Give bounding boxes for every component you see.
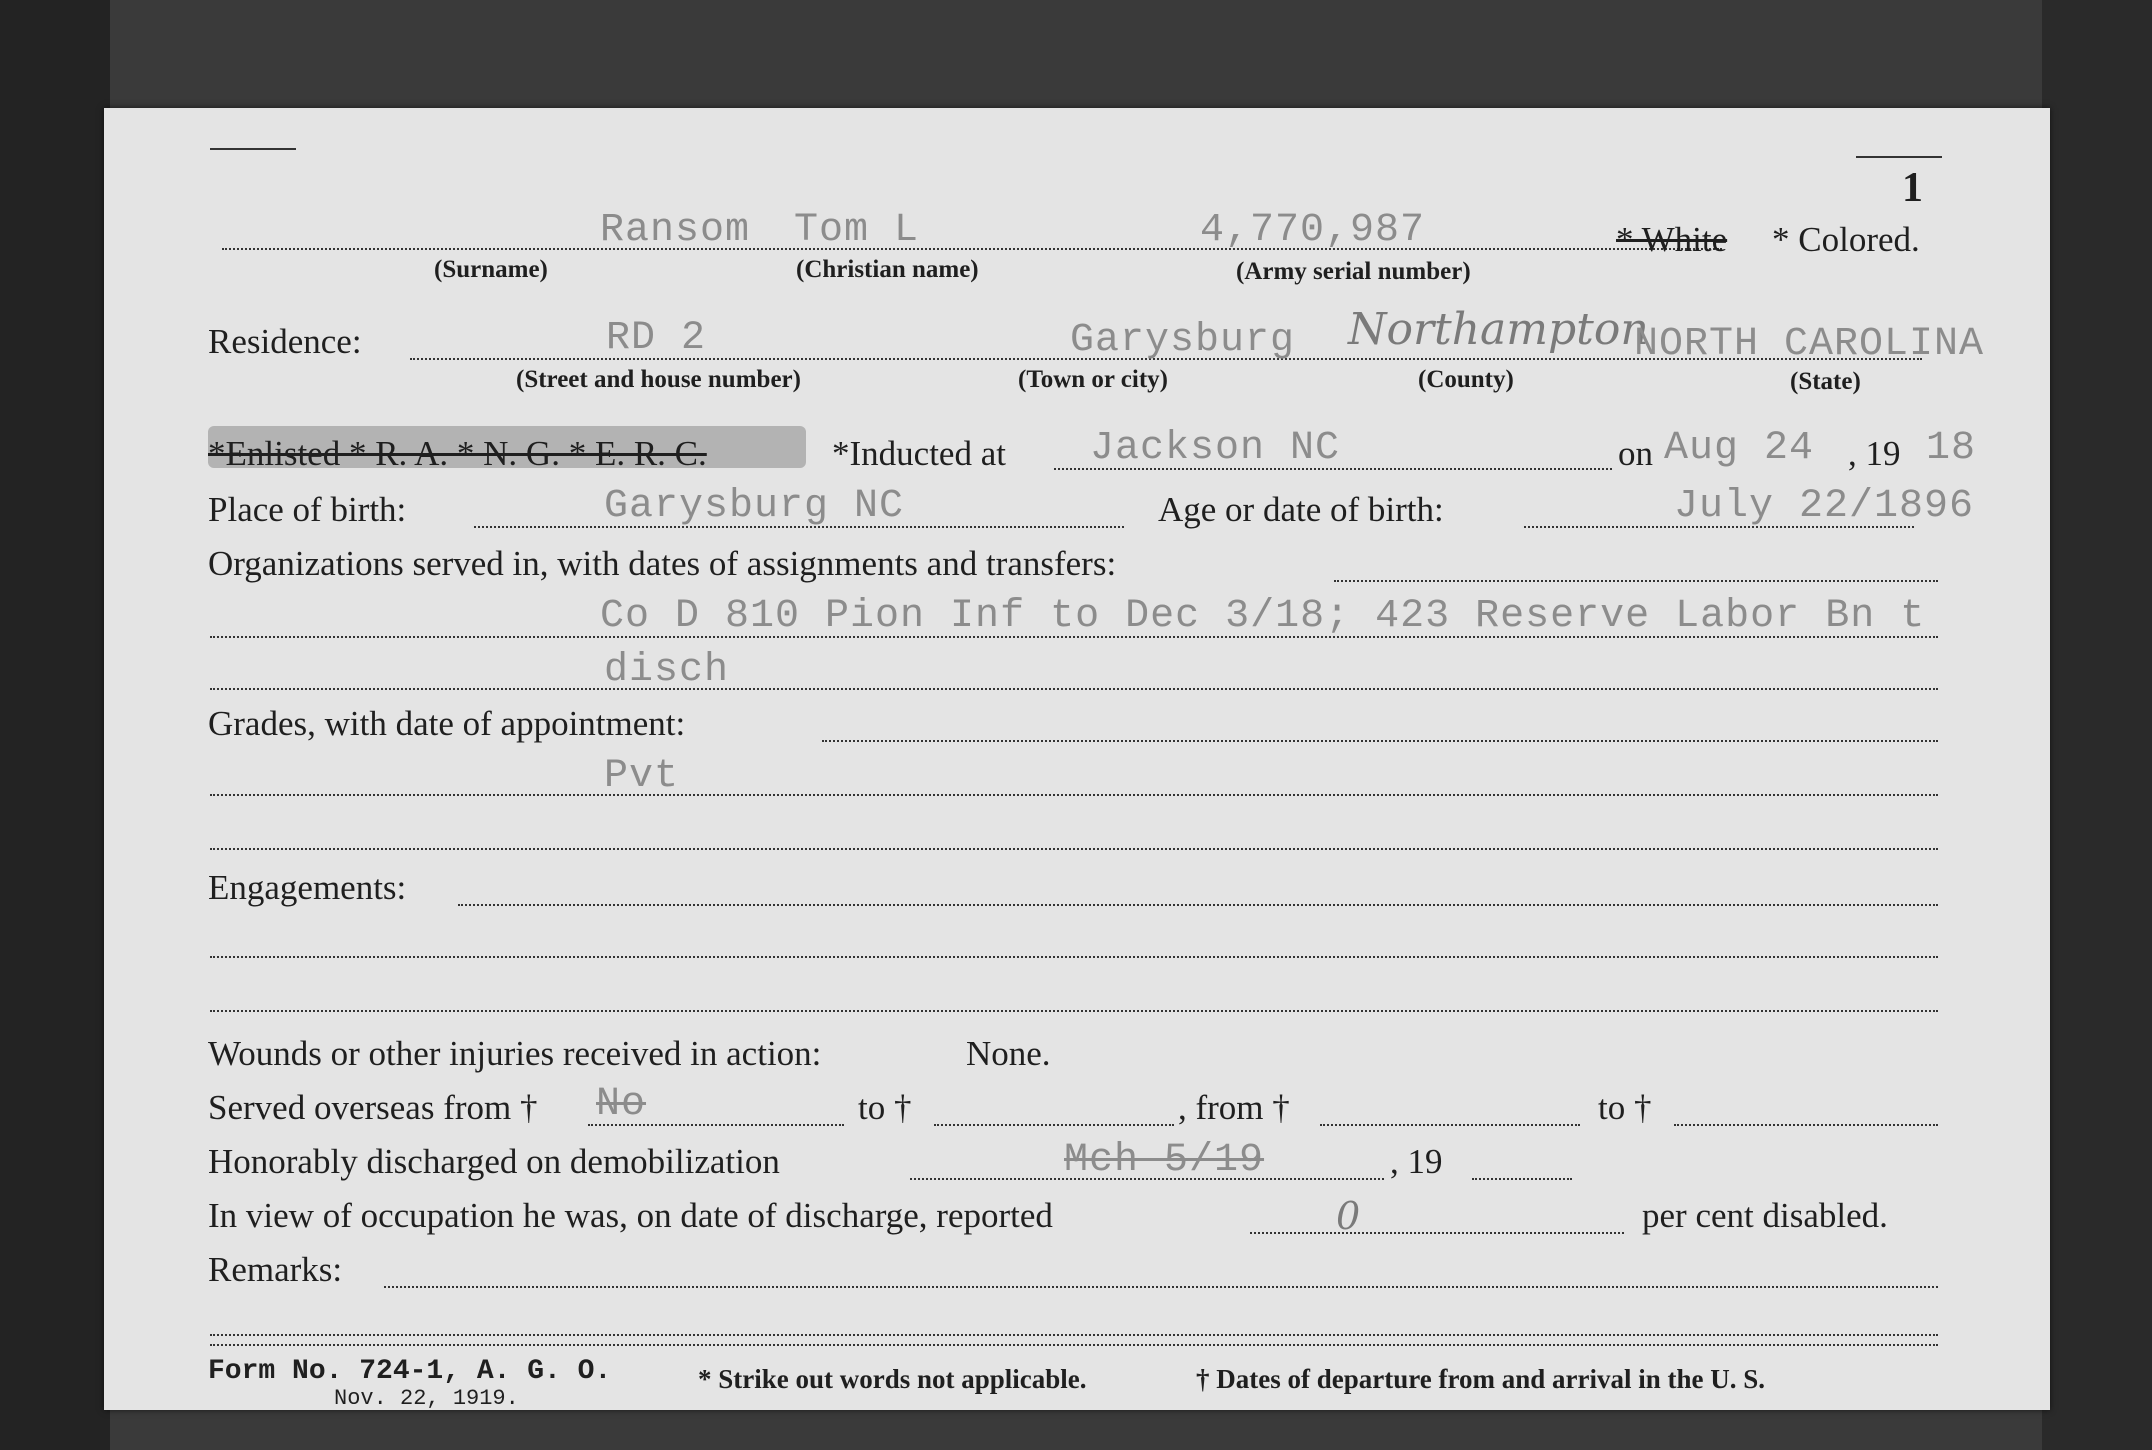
remarks-label: Remarks: [208, 1250, 343, 1289]
name-line [222, 248, 1722, 250]
footer-note-dates: † Dates of departure from and arrival in the U. S. [1196, 1364, 1765, 1394]
discharge-year-line [1472, 1178, 1572, 1180]
organizations-value-1: Co D 810 Pion Inf to Dec 3/18; 423 Reserve Labor Bn t [600, 594, 1926, 639]
serial-number-value: 4,770,987 [1200, 208, 1426, 253]
overseas-to-line [934, 1124, 1174, 1126]
inducted-place: Jackson NC [1090, 426, 1341, 471]
form-number: Form No. 724-1, A. G. O. [208, 1356, 612, 1387]
race-white: * White [1616, 220, 1728, 259]
birthdate-value: July 22/1896 [1674, 484, 1975, 529]
disability-suffix: per cent disabled. [1642, 1196, 1888, 1235]
engagements-line-2 [210, 1010, 1938, 1012]
discharge-label: Honorably discharged on demobilization [208, 1142, 780, 1181]
residence-label: Residence: [208, 322, 362, 361]
residence-street: RD 2 [606, 316, 707, 361]
overseas-to2-label: to † [1598, 1088, 1652, 1127]
wounds-label: Wounds or other injuries received in action: [208, 1034, 822, 1073]
grades-label: Grades, with date of appointment: [208, 704, 686, 743]
top-left-rule [210, 148, 296, 150]
engagements-line-0 [458, 904, 1938, 906]
caption-county: (County) [1418, 366, 1514, 393]
on-label: on [1618, 434, 1653, 473]
disability-value: 0 [1336, 1194, 1361, 1238]
disability-line [1250, 1232, 1624, 1234]
residence-state: NORTH CAROLINA [1634, 322, 1985, 367]
overseas-label: Served overseas from † [208, 1088, 538, 1127]
footer-note-strike: * Strike out words not applicable. [698, 1364, 1087, 1394]
organizations-line-2 [210, 688, 1938, 690]
organizations-value-2: disch [604, 648, 730, 693]
overseas-to-label: to † [858, 1088, 912, 1127]
scan-background-left [0, 0, 110, 1450]
grades-value: Pvt [604, 754, 680, 799]
caption-state: (State) [1790, 368, 1861, 395]
grades-line-1 [210, 794, 1938, 796]
birthplace-value: Garysburg NC [604, 484, 905, 529]
surname-value: Ransom [600, 208, 751, 253]
form-date: Nov. 22, 1919. [334, 1386, 519, 1411]
induction-date: Aug 24 [1664, 426, 1815, 471]
grades-line-0 [822, 740, 1938, 742]
scan-background-right [2042, 0, 2152, 1450]
top-right-rule [1856, 156, 1942, 158]
caption-surname: (Surname) [434, 256, 548, 283]
overseas-to2-line [1674, 1124, 1938, 1126]
remarks-line-0 [384, 1286, 1938, 1288]
grades-line-2 [210, 848, 1938, 850]
discharge-year-label: , 19 [1390, 1142, 1443, 1181]
residence-county: Northampton [1348, 304, 1649, 355]
wounds-value: None. [966, 1034, 1051, 1073]
caption-christian-name: (Christian name) [796, 256, 979, 283]
inducted-label: *Inducted at [832, 434, 1006, 473]
disability-label: In view of occupation he was, on date of discharge, reported [208, 1196, 1053, 1235]
remarks-line-1 [210, 1334, 1938, 1336]
christian-name-value: Tom L [794, 208, 920, 253]
discharge-value: Mch 5/19 [1064, 1138, 1265, 1183]
residence-town: Garysburg [1070, 318, 1296, 363]
card-number: 1 [1902, 165, 1923, 211]
induction-year: 18 [1926, 426, 1977, 471]
organizations-line-0 [1334, 580, 1938, 582]
birthplace-label: Place of birth: [208, 490, 407, 529]
engagements-line-1 [210, 956, 1938, 958]
caption-serial: (Army serial number) [1236, 258, 1471, 285]
engagements-label: Engagements: [208, 868, 407, 907]
caption-street: (Street and house number) [516, 366, 801, 393]
overseas-value: No [596, 1082, 647, 1127]
service-record-card [104, 108, 2050, 1410]
remarks-line-2 [210, 1344, 1938, 1346]
year-prefix: , 19 [1848, 434, 1901, 473]
birthdate-label: Age or date of birth: [1158, 490, 1444, 529]
organizations-label: Organizations served in, with dates of assignments and transfers: [208, 544, 1117, 583]
overseas-from2-line [1320, 1124, 1580, 1126]
race-colored: * Colored. [1772, 220, 1920, 259]
enlisted-struck: *Enlisted * R. A. * N. G. * E. R. C. [208, 434, 707, 473]
caption-town: (Town or city) [1018, 366, 1168, 393]
overseas-from2-label: , from † [1178, 1088, 1290, 1127]
